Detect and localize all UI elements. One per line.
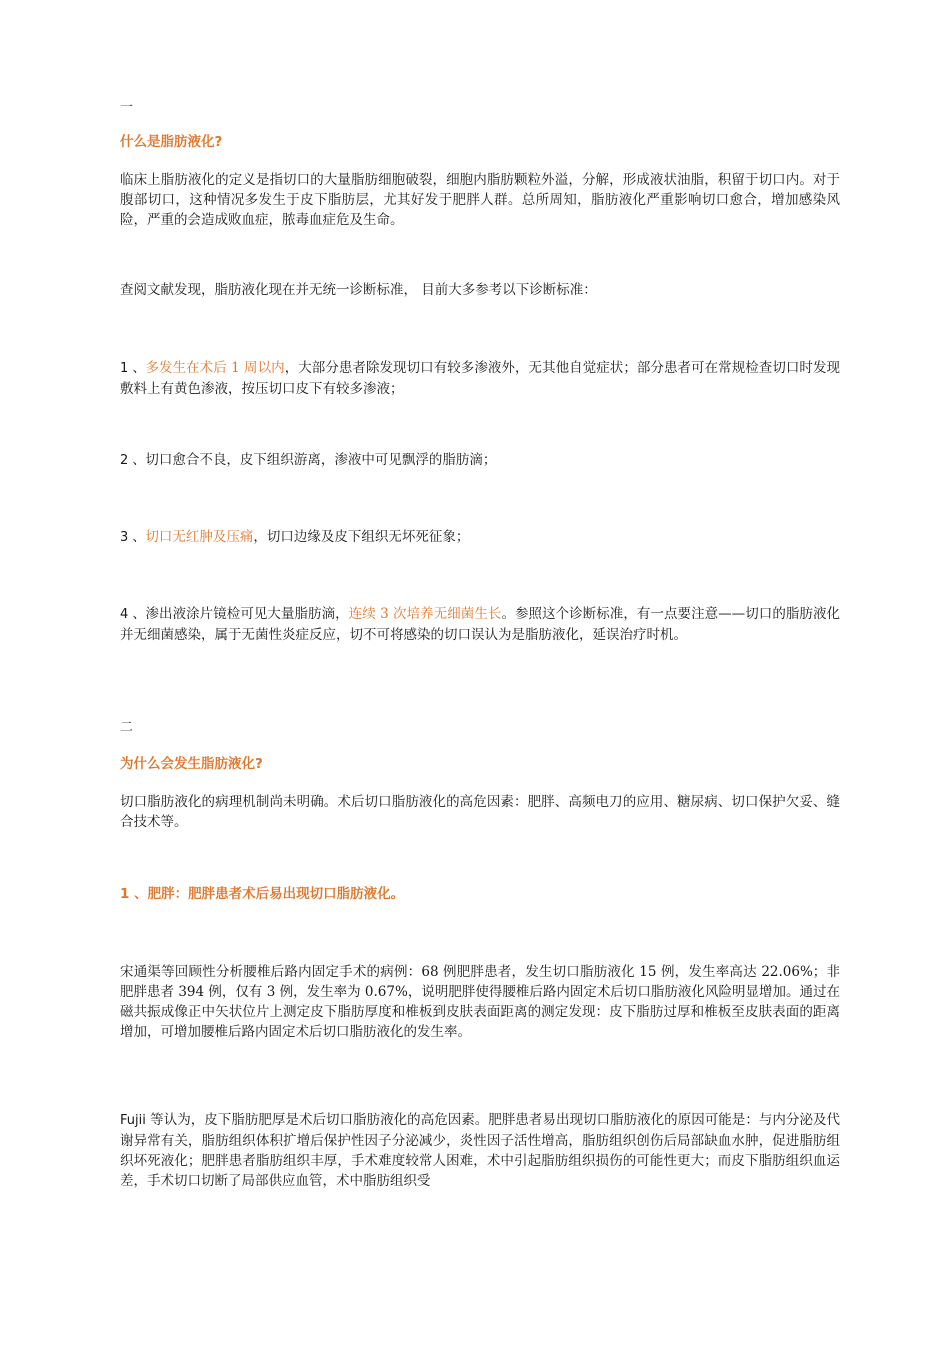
criterion-2-num: 2 、 [120, 453, 146, 468]
criterion-1-highlight: 多发生在术后 1 周以内 [145, 360, 285, 376]
criterion-3-num: 3 、 [120, 530, 146, 545]
subheading-obesity: 1 、肥胖：肥胖患者术后易出现切口脂肪液化。 [120, 886, 405, 902]
criterion-4-pre: 渗出液涂片镜检可见大量脂肪滴， [145, 606, 349, 622]
criterion-1 [120, 358, 840, 399]
criterion-2 [120, 450, 840, 471]
section-number-2: 二 [120, 720, 134, 735]
criterion-4-text: 。参照这个诊断标准，有一点要注意——切口的脂肪液化并无细菌感染，属于无菌性炎症反应，切不可将感染的切口误认为是脂肪液化，延误治疗时机。 [120, 606, 841, 643]
section-number-1: 一 [120, 100, 134, 115]
criterion-4-num: 4 、 [120, 607, 146, 622]
section-intro-1: 临床上脂肪液化的定义是指切口的大量脂肪细胞破裂，细胞内脂肪颗粒外溢，分解，形成液状油脂，积留于切口内。对于腹部切口，这种情况多发生于皮下脂肪层，尤其好发于肥胖人群。总所周知，脂肪液化严重影响切口愈合，增加感染风险，严重的会造成败血症，脓毒血症危及生命。 [120, 172, 840, 228]
criterion-3-highlight: 切口无红肿及压痛 [145, 529, 254, 545]
criterion-4 [120, 604, 840, 645]
criterion-3 [120, 527, 840, 548]
criterion-1-num: 1 、 [120, 361, 146, 376]
para2-text: 等认为，皮下脂肪肥厚是术后切口脂肪液化的高危因素。肥胖患者易出现切口脂肪液化的原因可能是：与内分泌及代谢异常有关，脂肪组织体积扩增后保护性因子分泌减少，炎性因子活性增高，脂肪组织创伤后局部缺血水肿，促进脂肪组织坏死液化；肥胖患者脂肪组织丰厚，手术难度较常人困难，术中引起脂肪组织损伤的可能性更大；而皮下脂肪组织血运差，手术切口切断了局部供应血管，术中脂肪组织受 [120, 1112, 840, 1189]
criterion-4-highlight: 连续 3 次培养无细菌生长 [348, 606, 502, 622]
criterion-1-text: ，大部分患者除发现切口有较多渗液外，无其他自觉症状；部分患者可在常规检查切口时发现敷料上有黄色渗液，按压切口皮下有较多渗液； [120, 360, 841, 397]
obesity-paragraph-2 [120, 1110, 840, 1191]
para2-author: Fujii [120, 1113, 146, 1128]
section-heading-1: 什么是脂肪液化? [120, 134, 223, 150]
section-heading-2: 为什么会发生脂肪液化? [120, 756, 263, 772]
obesity-paragraph-1: 宋通渠等回顾性分析腰椎后路内固定手术的病例：68 例肥胖患者，发生切口脂肪液化 15 例，发生率高达 22.06%；非肥胖患者 394 例，仅有 3 例，发生率为 0.67%，说明肥胖使得腰椎后路内固定术后切口脂肪液化风险明显增加。通过在磁共振成像正中矢状位片上测定皮下脂肪厚度和椎板到皮肤表面距离的测定发现：皮下脂肪过厚和椎板至皮肤表面的距离增加，可增加腰椎后路内固定术后切口脂肪液化的发生率。 [120, 964, 840, 1040]
criterion-3-text: ，切口边缘及皮下组织无坏死征象； [253, 529, 470, 545]
criteria-lead: 查阅文献发现，脂肪液化现在并无统一诊断标准， 目前大多参考以下诊断标准： [120, 282, 597, 298]
criterion-2-text: 切口愈合不良，皮下组织游离，渗液中可见飘浮的脂肪滴； [145, 452, 497, 468]
section-intro-2: 切口脂肪液化的病理机制尚未明确。术后切口脂肪液化的高危因素：肥胖、高频电刀的应用、糖尿病、切口保护欠妥、缝合技术等。 [120, 794, 840, 830]
